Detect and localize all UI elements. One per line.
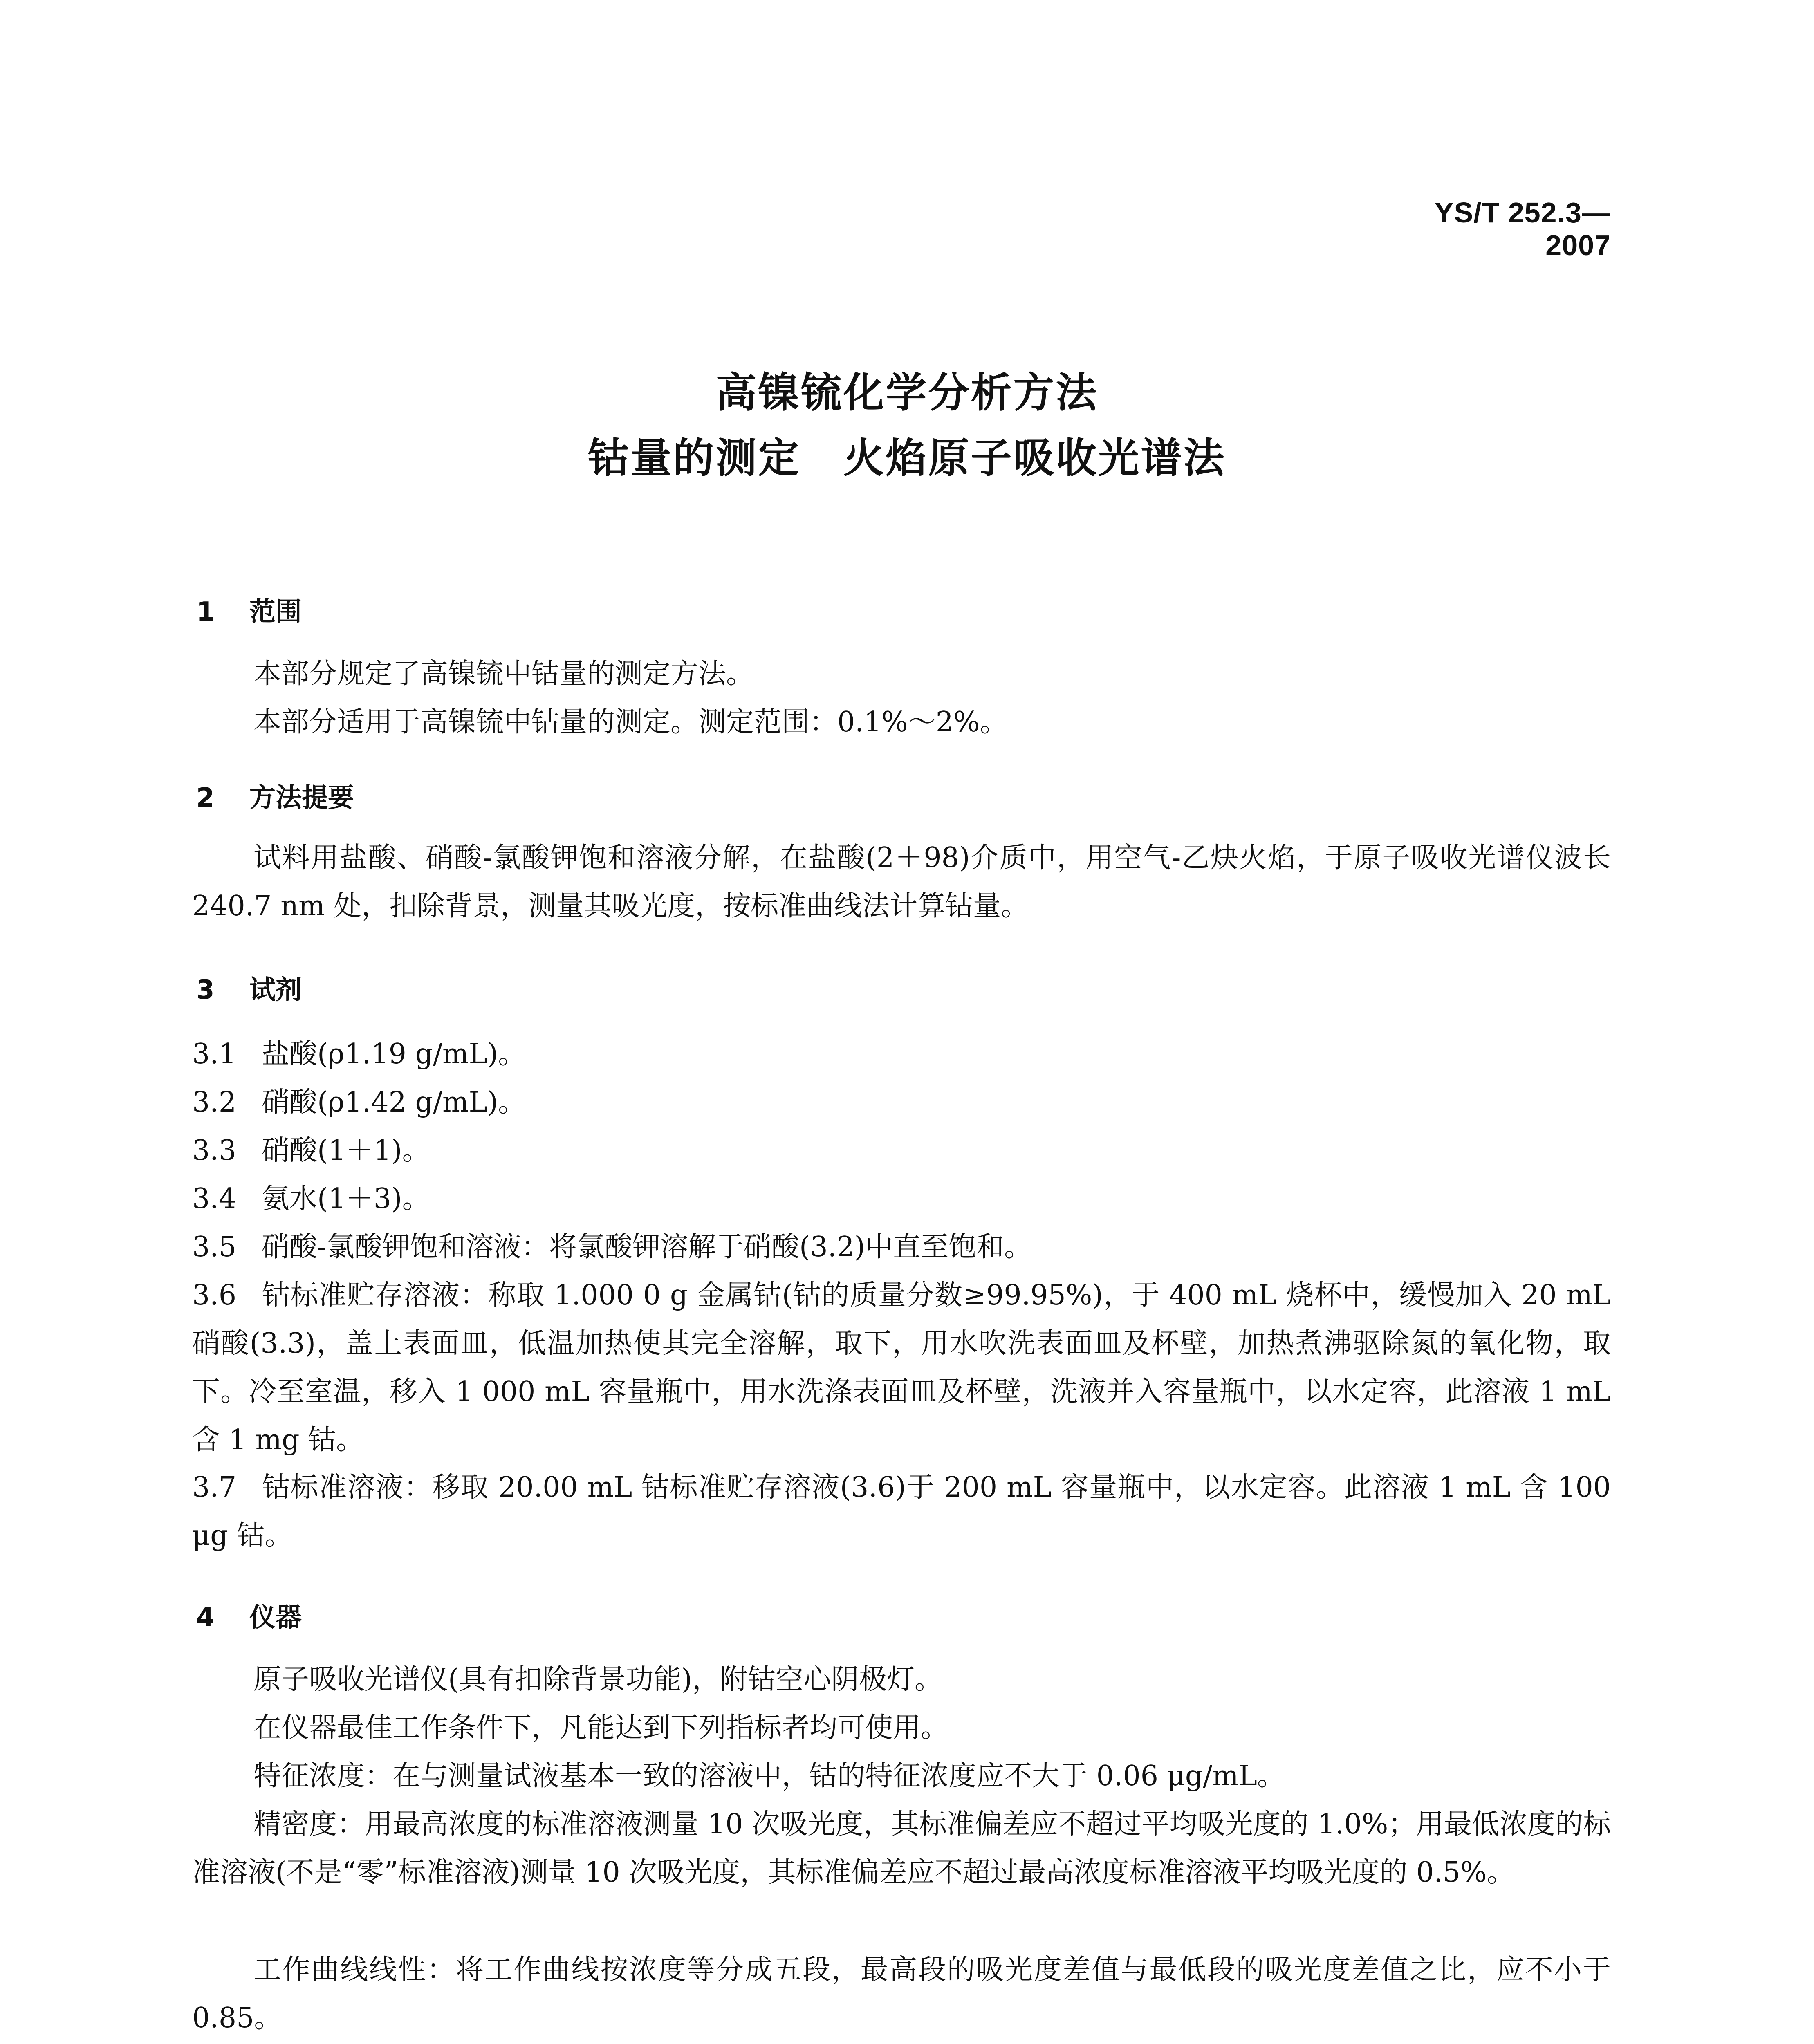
section-4-heading: [196, 1596, 302, 1634]
item-text: 盐酸(ρ1.19 g/mL)。: [262, 1038, 526, 1070]
reagent-item: [192, 1271, 1611, 1464]
item-text: 硝酸(ρ1.42 g/mL)。: [262, 1086, 526, 1118]
section-number: 3: [196, 975, 215, 1005]
reagent-item: [192, 1464, 1611, 1560]
section-number: 2: [196, 783, 215, 813]
section-3-heading: [196, 969, 302, 1006]
section-title: 仪器: [249, 1602, 302, 1633]
reagent-item: [192, 1175, 1611, 1223]
item-text: 钴标准贮存溶液：称取 1.000 0 g 金属钴(钴的质量分数≥99.95%)，于 400 mL 烧杯中，缓慢加入 20 mL 硝酸(3.3)，盖上表面皿，低温加热使其完全溶解，取下，用水吹洗表面皿及杯壁，加热煮沸驱除氮的氧化物，取下。冷至室温，移入 1 000 mL 容量瓶中，用水洗涤表面皿及杯壁，洗液并入容量瓶中，以水定容，此溶液 1 mL 含 1 mg 钴。: [192, 1279, 1611, 1456]
section-title: 方法提要: [249, 783, 354, 813]
section-1-paragraph-1: 本部分规定了高镍锍中钴量的测定方法。: [253, 658, 754, 690]
section-4-paragraph-2: 在仪器最佳工作条件下，凡能达到下列指标者均可使用。: [253, 1712, 949, 1744]
item-text: 钴标准溶液：移取 20.00 mL 钴标准贮存溶液(3.6)于 200 mL 容量瓶中，以水定容。此溶液 1 mL 含 100 μg 钴。: [192, 1471, 1611, 1552]
item-number: 3.5: [192, 1231, 237, 1263]
title-line-2: 钴量的测定 火焰原子吸收光谱法: [588, 434, 1226, 482]
section-2-paragraph-1: 试料用盐酸、硝酸-氯酸钾饱和溶液分解，在盐酸(2＋98)介质中，用空气-乙炔火焰，于原子吸收光谱仪波长 240.7 nm 处，扣除背景，测量其吸光度，按标准曲线法计算钴量。: [192, 842, 1611, 922]
item-text: 硝酸-氯酸钾饱和溶液：将氯酸钾溶解于硝酸(3.2)中直至饱和。: [262, 1231, 1032, 1263]
section-number: 4: [196, 1602, 215, 1633]
reagent-item: [192, 1127, 1611, 1175]
item-number: 3.7: [192, 1471, 237, 1504]
section-1-paragraph-2: 本部分适用于高镍锍中钴量的测定。测定范围：0.1%～2%。: [253, 706, 1008, 738]
section-1-heading: [196, 591, 302, 628]
item-number: 3.1: [192, 1038, 237, 1070]
title-line-1: 高镍锍化学分析方法: [715, 369, 1099, 417]
section-number: 1: [196, 597, 215, 627]
reagent-item: [192, 1078, 1611, 1127]
item-number: 3.3: [192, 1134, 237, 1167]
reagent-item: [192, 1030, 1611, 1078]
item-number: 3.6: [192, 1279, 237, 1311]
section-2-heading: [196, 777, 354, 814]
reagent-item: [192, 1223, 1611, 1271]
section-4-paragraph-4: 精密度：用最高浓度的标准溶液测量 10 次吸光度，其标准偏差应不超过平均吸光度的 1.0%；用最低浓度的标准溶液(不是“零”标准溶液)测量 10 次吸光度，其标准偏差应不超过最高浓度标准溶液平均吸光度的 0.5%。: [192, 1808, 1611, 1889]
item-text: 氨水(1＋3)。: [262, 1183, 430, 1215]
item-text: 硝酸(1＋1)。: [262, 1134, 430, 1167]
section-4-paragraph-1: 原子吸收光谱仪(具有扣除背景功能)，附钴空心阴极灯。: [253, 1663, 943, 1696]
item-number: 3.4: [192, 1183, 237, 1215]
standard-code: YS/T 252.3—2007: [1434, 197, 1611, 261]
section-title: 范围: [249, 597, 302, 627]
section-title: 试剂: [249, 975, 302, 1005]
section-4-paragraph-5: 工作曲线线性：将工作曲线按浓度等分成五段，最高段的吸光度差值与最低段的吸光度差值之比，应不小于 0.85。: [192, 1954, 1611, 2034]
item-number: 3.2: [192, 1086, 237, 1118]
section-4-paragraph-3: 特征浓度：在与测量试液基本一致的溶液中，钴的特征浓度应不大于 0.06 μg/mL。: [253, 1760, 1285, 1792]
